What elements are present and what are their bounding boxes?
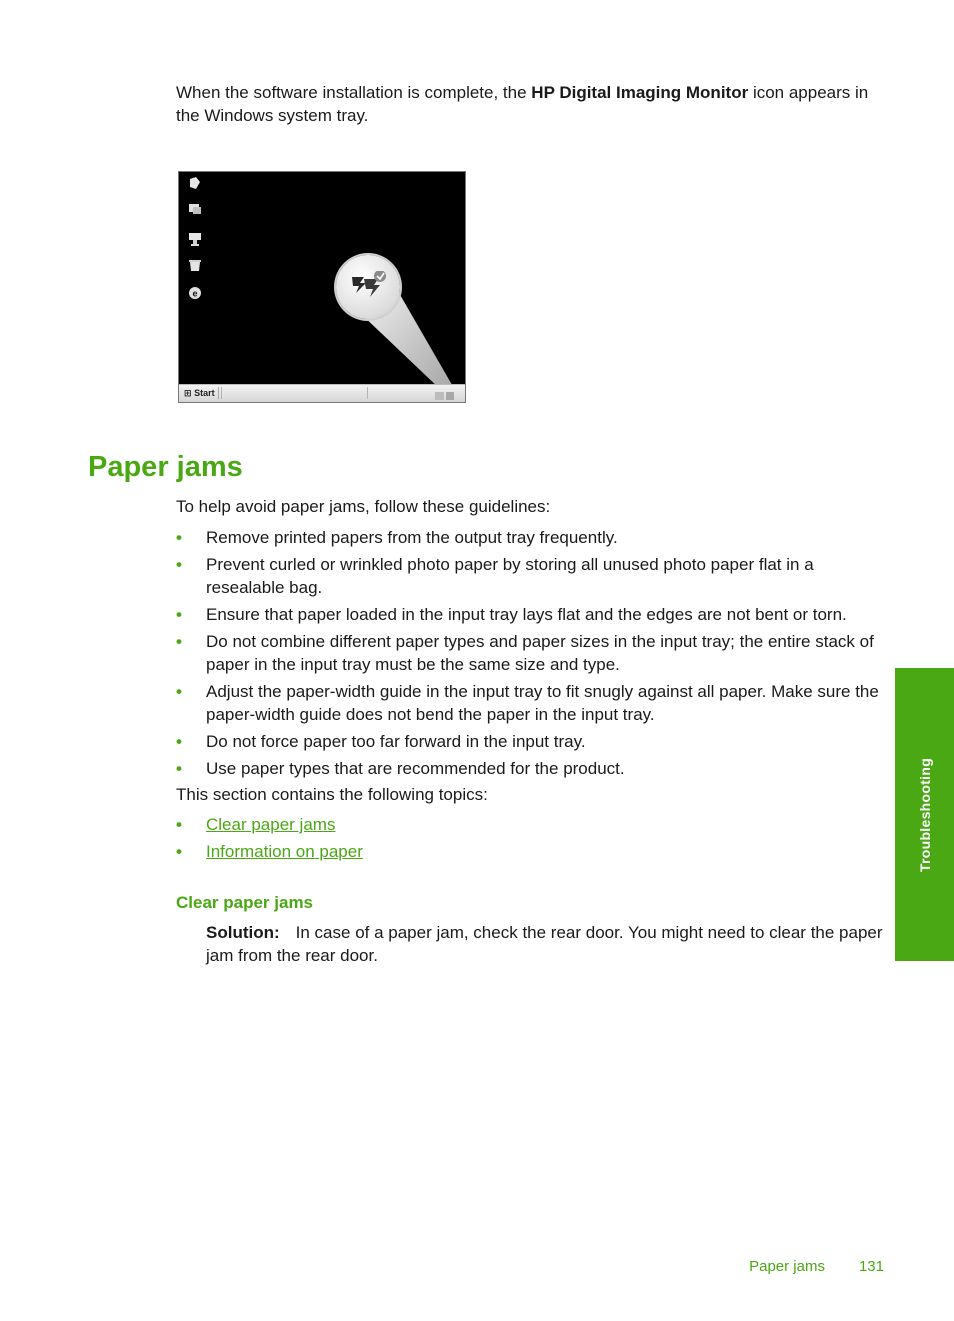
intro-paragraph	[176, 81, 888, 127]
solution-paragraph	[206, 921, 886, 967]
bullet: •	[176, 528, 182, 547]
list-item	[176, 840, 888, 863]
list-item-text: Use paper types that are recommended for the product.	[206, 759, 625, 778]
intro-text: When the software installation is complete, the	[176, 83, 532, 102]
list-item	[176, 553, 888, 599]
list-item-text: Ensure that paper loaded in the input tray lays flat and the edges are not bent or torn.	[206, 605, 847, 624]
guidelines-intro: To help avoid paper jams, follow these guidelines:	[176, 497, 551, 516]
list-item	[176, 603, 888, 626]
solution-label: Solution:	[206, 923, 280, 942]
chapter-tab	[895, 668, 954, 961]
callout-beam	[179, 172, 466, 403]
topic-link-clear-paper-jams[interactable]: Clear paper jams	[206, 815, 336, 834]
taskbar-separator	[367, 387, 368, 399]
callout-magnifier	[336, 255, 400, 319]
windows-logo-icon: ⊞	[184, 388, 192, 398]
page-number: 131	[858, 1258, 884, 1275]
list-item-text: Do not force paper too far forward in the input tray.	[206, 732, 586, 751]
solution-text: In case of a paper jam, check the rear door. You might need to clear the paper jam from the rear door.	[206, 923, 883, 965]
bullet: •	[176, 815, 182, 834]
bullet: •	[176, 605, 182, 624]
topics-intro: This section contains the following topics:	[176, 785, 488, 804]
start-label: Start	[194, 388, 215, 398]
list-item	[176, 680, 888, 726]
list-item	[176, 757, 888, 780]
chapter-tab-label: Troubleshooting	[916, 757, 933, 872]
bullet: •	[176, 632, 182, 651]
list-item	[176, 526, 888, 549]
guidelines-list	[176, 526, 888, 784]
bullet: •	[176, 732, 182, 751]
list-item	[176, 630, 888, 676]
list-item	[176, 813, 888, 836]
start-button[interactable]	[181, 387, 219, 399]
bullet: •	[176, 842, 182, 861]
tray-monitor-icon[interactable]	[435, 388, 455, 403]
bullet: •	[176, 759, 182, 778]
topics-list	[176, 813, 888, 867]
list-item-text: Prevent curled or wrinkled photo paper by storing all unused photo paper flat in a resealable bag.	[206, 555, 814, 597]
page-title: Paper jams	[88, 451, 243, 483]
list-item	[176, 730, 888, 753]
taskbar-separator	[221, 387, 222, 399]
intro-text-end: icon appears in the Windows system tray.	[176, 83, 869, 125]
taskbar	[179, 384, 465, 402]
footer-section-name: Paper jams	[749, 1258, 825, 1275]
hp-digital-imaging-monitor-icon	[348, 271, 388, 303]
bullet: •	[176, 555, 182, 574]
topic-link-information-on-paper[interactable]: Information on paper	[206, 842, 363, 861]
subsection-title: Clear paper jams	[176, 893, 314, 912]
system-tray-screenshot	[178, 171, 466, 403]
svg-text:e: e	[192, 288, 198, 299]
intro-bold-product: HP Digital Imaging Monitor	[531, 83, 749, 102]
list-item-text: Do not combine different paper types and paper sizes in the input tray; the entire stack of paper in the input tray must be the same size and type.	[206, 632, 874, 674]
list-item-text: Remove printed papers from the output tray frequently.	[206, 528, 618, 547]
bullet: •	[176, 682, 182, 701]
list-item-text: Adjust the paper-width guide in the input tray to fit snugly against all paper. Make sure the paper-width guide does not bend the paper in the input tray.	[206, 682, 879, 724]
page-footer	[749, 1257, 884, 1277]
